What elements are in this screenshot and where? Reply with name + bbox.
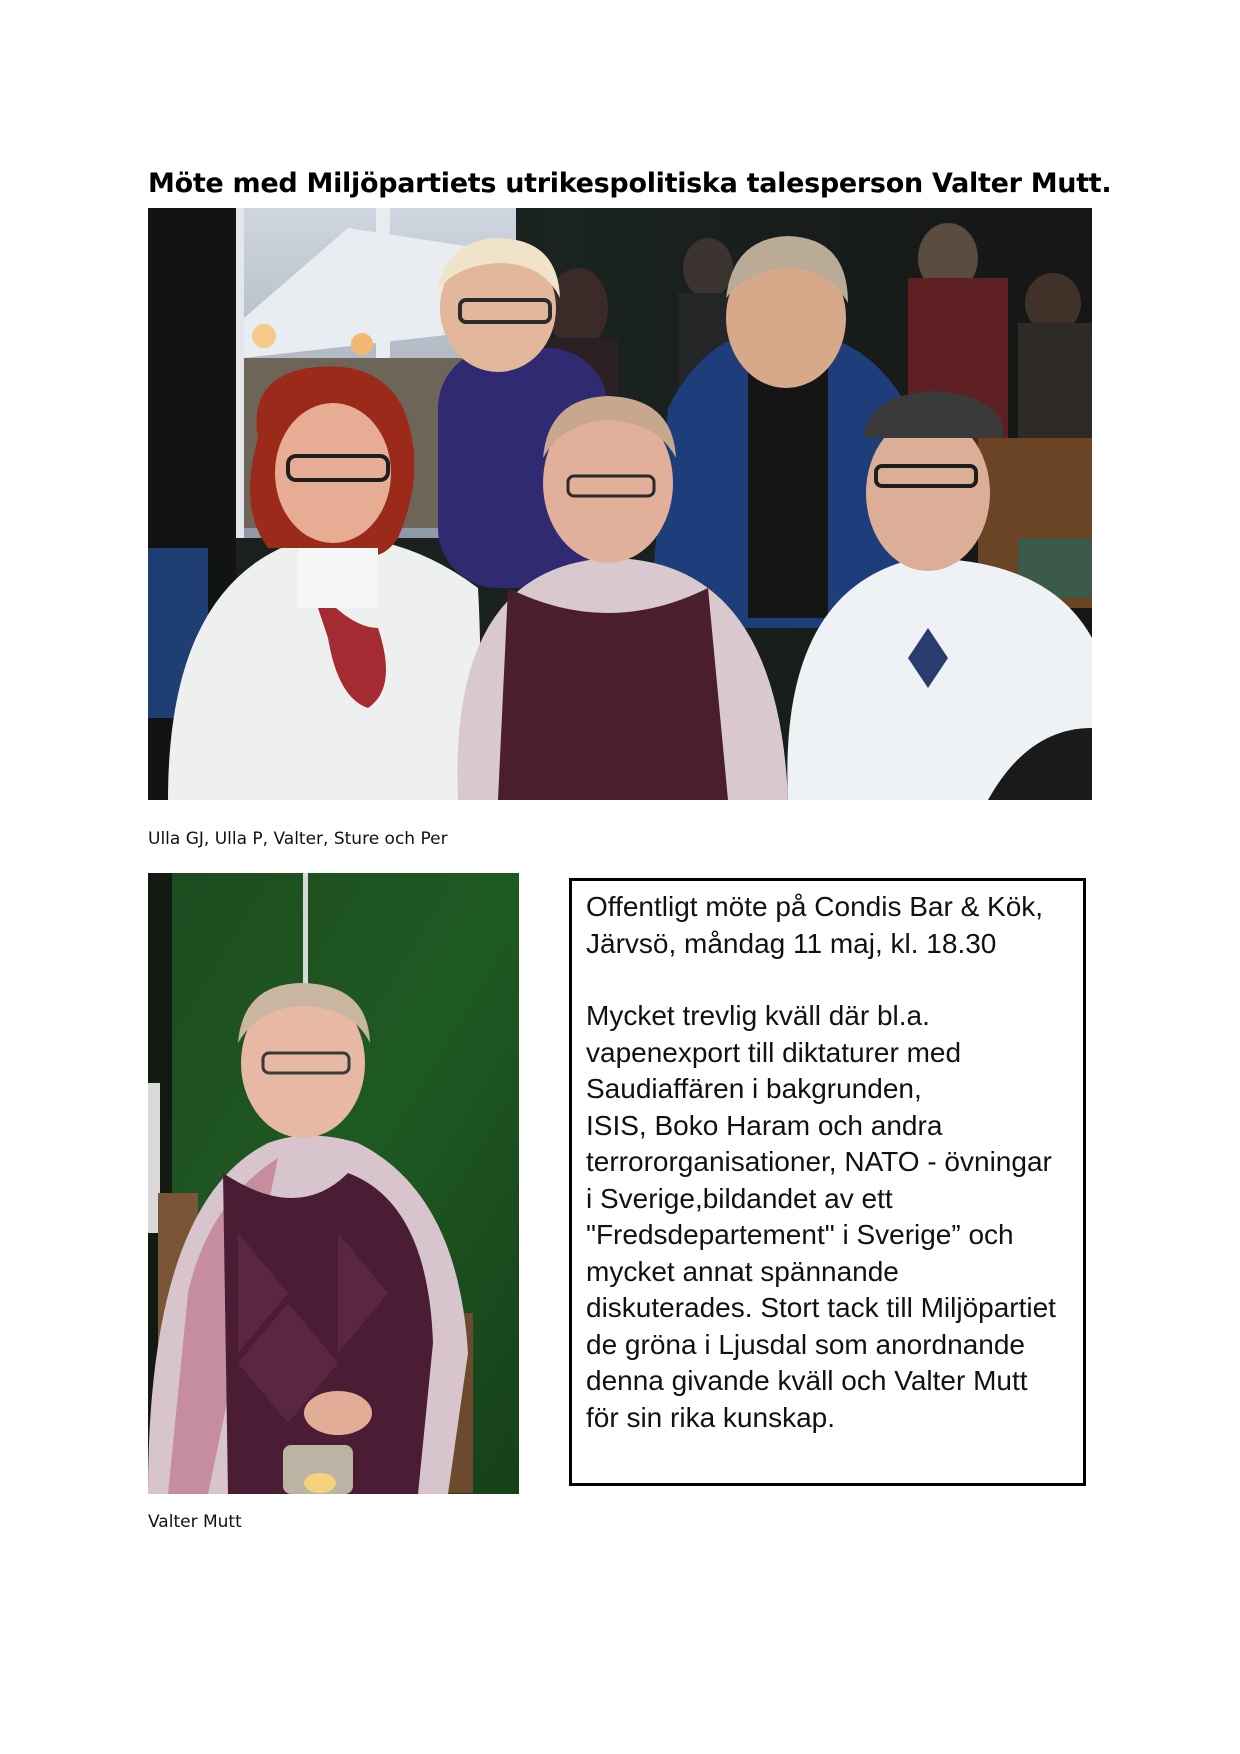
event-description-line: denna givande kväll och Valter Mutt xyxy=(586,1365,1028,1396)
event-description-line: Saudiaffären i bakgrunden, xyxy=(586,1073,922,1104)
portrait-photo-caption: Valter Mutt xyxy=(148,1512,242,1532)
group-photo-caption: Ulla GJ, Ulla P, Valter, Sture och Per xyxy=(148,829,448,849)
event-heading xyxy=(586,889,1073,962)
event-description-line: "Fredsdepartement" i Sverige” och xyxy=(586,1219,1014,1250)
page-title: Möte med Miljöpartiets utrikespolitiska talesperson Valter Mutt. xyxy=(148,168,1112,200)
event-description-line: vapenexport till diktaturer med xyxy=(586,1036,962,1068)
event-description-line: ISIS, Boko Haram och andra xyxy=(586,1109,943,1141)
event-description-line: terrororganisationer, NATO - övningar xyxy=(586,1146,1052,1177)
event-description-line: Mycket trevlig kväll där bl.a. xyxy=(586,1000,930,1031)
event-description-line: mycket annat spännande xyxy=(586,1255,899,1287)
event-heading-line: Offentligt möte på Condis Bar & Kök, xyxy=(586,891,1044,922)
event-heading-line: Järvsö, måndag 11 maj, kl. 18.30 xyxy=(586,927,997,959)
event-description xyxy=(586,998,1073,1436)
event-description-line: för sin rika kunskap. xyxy=(586,1401,835,1433)
group-photo xyxy=(148,208,1092,800)
event-info-box xyxy=(569,878,1086,1486)
event-description-line: de gröna i Ljusdal som anordnande xyxy=(586,1328,1025,1360)
event-description-line: diskuterades. Stort tack till Miljöpartiet xyxy=(586,1292,1056,1323)
event-description-line: i Sverige,bildandet av ett xyxy=(586,1182,893,1214)
portrait-photo xyxy=(148,873,519,1494)
